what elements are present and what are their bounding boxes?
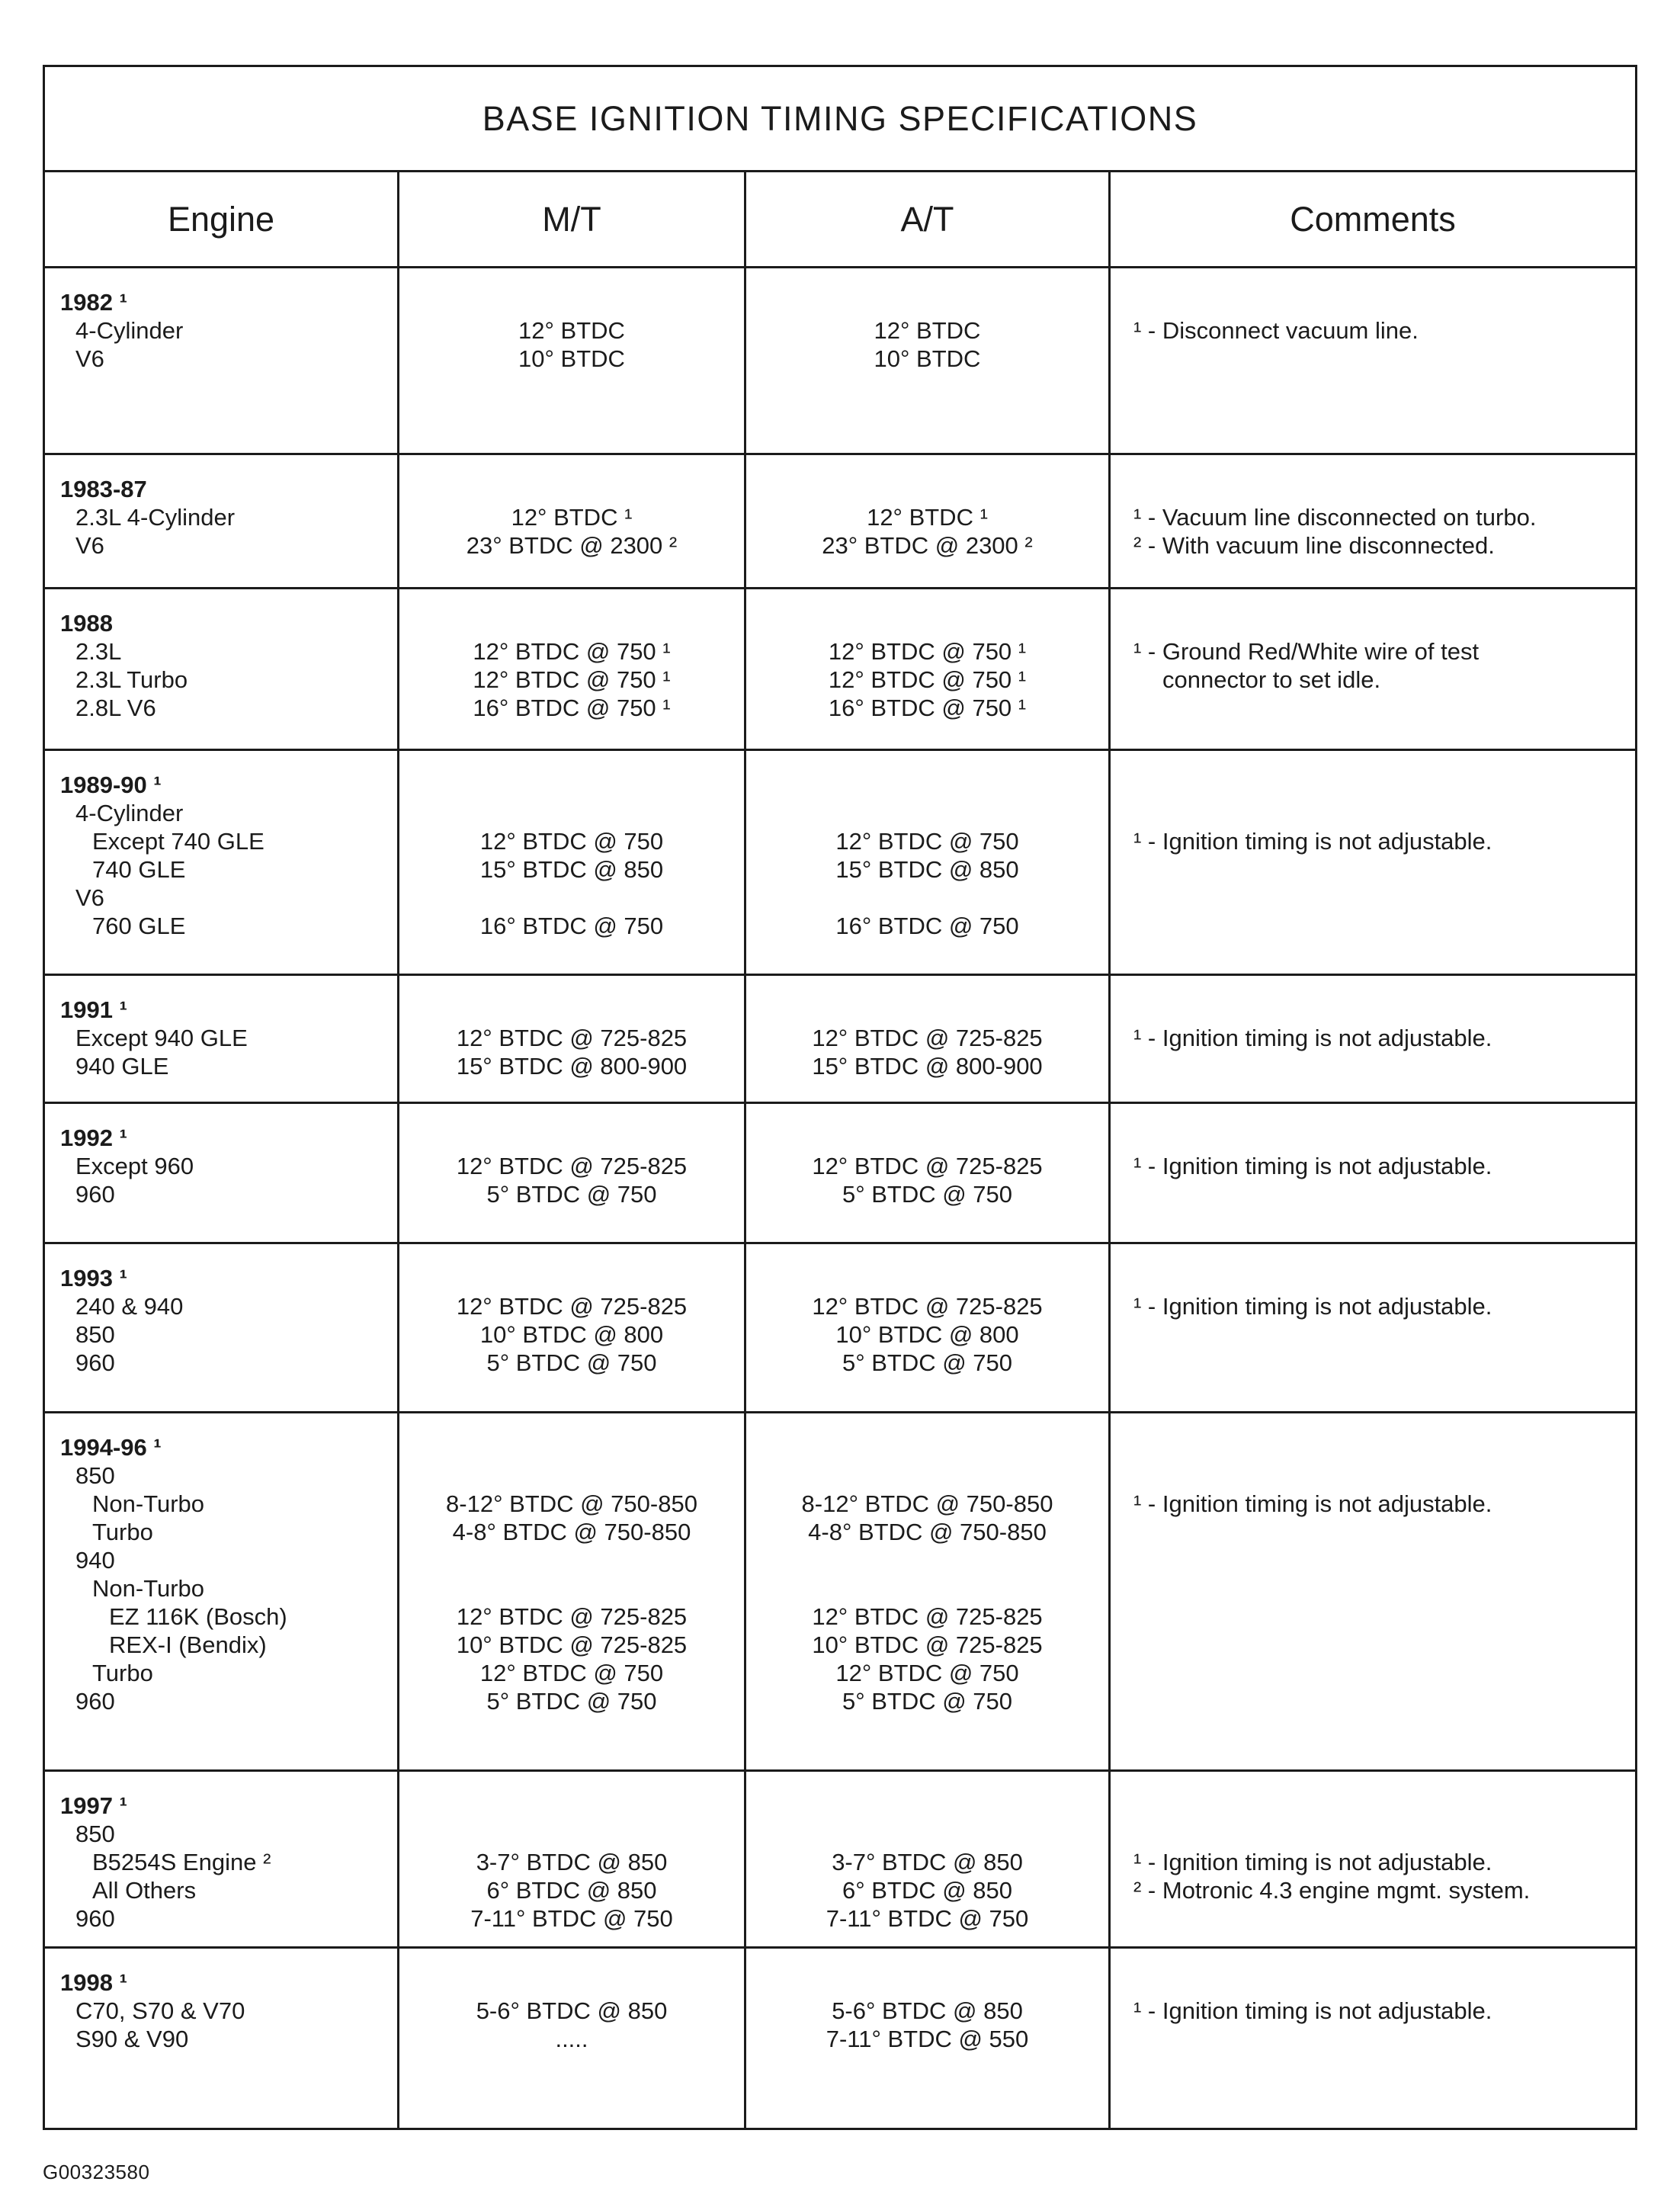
mt-value: 3-7° BTDC @ 850 [476,1849,668,1875]
mt-value: 12° BTDC @ 750 ¹ [473,638,671,665]
at-value [746,1792,1108,1820]
mt-value [399,1433,744,1461]
at-value: 7-11° BTDC @ 750 [826,1905,1029,1932]
engine-year-label: 1991 ¹ [60,996,127,1023]
mt-value [399,288,744,316]
mt-cell [399,1104,746,1242]
engine-cell [45,976,399,1102]
mt-value [399,1546,744,1574]
at-value: 23° BTDC @ 2300 ² [822,532,1033,559]
comments-cell [1111,976,1635,1102]
comments-cell [1111,268,1635,453]
engine-year-label: 1983-87 [60,476,147,502]
mt-value: 15° BTDC @ 800-900 [456,1053,688,1080]
at-value: 12° BTDC @ 725-825 [812,1025,1043,1051]
at-value: 15° BTDC @ 800-900 [812,1053,1043,1080]
at-value: 8-12° BTDC @ 750-850 [801,1490,1053,1517]
engine-line: Non-Turbo [92,1575,205,1602]
table-row-1994-96 [45,1413,1635,1772]
engine-line: 240 & 940 [75,1293,184,1320]
column-header-engine: Engine [45,172,399,266]
comment-spacer [1133,1461,1629,1490]
at-value: 3-7° BTDC @ 850 [832,1849,1023,1875]
engine-line: REX-I (Bendix) [109,1631,267,1658]
engine-year-label: 1989-90 ¹ [60,772,162,798]
mt-cell [399,751,746,974]
comment-line: ¹ - Ignition timing is not adjustable. [1133,1025,1492,1051]
column-header-mt: M/T [399,172,746,266]
at-value [746,1546,1108,1574]
mt-value: 12° BTDC @ 725-825 [456,1025,688,1051]
mt-cell [399,1413,746,1769]
mt-cell [399,1244,746,1411]
at-cell [746,455,1111,587]
at-value: 12° BTDC [874,317,981,344]
comments-cell [1111,1413,1635,1769]
at-value: 10° BTDC [874,345,981,372]
comment-spacer [1133,1968,1629,1997]
comments-cell [1111,589,1635,749]
comment-line: ¹ - Ignition timing is not adjustable. [1133,1997,1492,2024]
engine-line: V6 [75,532,104,559]
engine-line: 2.8L V6 [75,695,156,721]
table-body [45,268,1635,2128]
at-value [746,771,1108,799]
engine-line: 850 [75,1321,115,1348]
mt-value: 12° BTDC @ 750 ¹ [473,666,671,693]
column-header-comments: Comments [1290,199,1456,239]
engine-year-label: 1993 ¹ [60,1265,127,1291]
mt-value: 12° BTDC [518,317,625,344]
at-cell [746,1949,1111,2128]
at-value [746,996,1108,1024]
table-header-row [45,172,1635,268]
engine-cell [45,455,399,587]
mt-value: ..... [555,2026,588,2052]
engine-line: V6 [75,345,104,372]
at-value: 16° BTDC @ 750 [835,913,1019,939]
mt-value [399,1820,744,1848]
table-row-1983-87 [45,455,1635,589]
mt-value [399,609,744,637]
engine-line: 4-Cylinder [75,800,184,826]
engine-line: 4-Cylinder [75,317,184,344]
engine-line: Turbo [92,1660,153,1686]
comment-line: ¹ - Ignition timing is not adjustable. [1133,1293,1492,1320]
engine-line: EZ 116K (Bosch) [109,1603,287,1630]
comment-spacer [1133,799,1629,827]
mt-value: 5° BTDC @ 750 [486,1181,657,1208]
engine-line: 850 [75,1821,115,1847]
spec-table [43,65,1637,2130]
engine-line: B5254S Engine ² [92,1849,271,1875]
mt-value: 5-6° BTDC @ 850 [476,1997,668,2024]
at-value [746,475,1108,503]
table-row-1997 [45,1772,1635,1949]
at-value [746,1968,1108,1997]
engine-year-label: 1988 [60,610,113,637]
engine-line: 850 [75,1462,115,1489]
mt-value: 10° BTDC @ 800 [479,1321,664,1348]
at-value: 12° BTDC @ 725-825 [812,1153,1043,1179]
mt-value: 12° BTDC ¹ [511,504,633,531]
engine-line: 2.3L Turbo [75,666,188,693]
mt-value: 12° BTDC @ 725-825 [456,1603,688,1630]
engine-line: 960 [75,1905,115,1932]
engine-cell [45,751,399,974]
mt-value: 5° BTDC @ 750 [486,1688,657,1715]
comments-cell [1111,1949,1635,2128]
at-value: 15° BTDC @ 850 [835,856,1019,883]
at-value: 10° BTDC @ 800 [835,1321,1019,1348]
engine-line: Except 940 GLE [75,1025,248,1051]
table-row-1992 [45,1104,1635,1244]
table-row-1998 [45,1949,1635,2128]
engine-line: 940 [75,1547,115,1574]
at-value [746,1124,1108,1152]
engine-line: 760 GLE [92,913,186,939]
at-value: 10° BTDC @ 725-825 [812,1631,1043,1658]
comments-cell [1111,751,1635,974]
engine-line: Except 960 [75,1153,194,1179]
comment-spacer [1133,1792,1629,1820]
engine-line: 960 [75,1181,115,1208]
at-value [746,1461,1108,1490]
at-cell [746,589,1111,749]
engine-year-label: 1994-96 ¹ [60,1434,162,1461]
mt-value [399,475,744,503]
comment-spacer [1133,609,1629,637]
at-value: 12° BTDC @ 750 ¹ [828,638,1027,665]
figure-id: G00323580 [43,2161,150,2183]
mt-value [399,1264,744,1292]
engine-line: Non-Turbo [92,1490,205,1517]
at-value: 7-11° BTDC @ 550 [826,2026,1029,2052]
comment-line: ¹ - Vacuum line disconnected on turbo. [1133,504,1537,531]
mt-value: 12° BTDC @ 725-825 [456,1153,688,1179]
column-header-at: A/T [746,172,1111,266]
at-value [746,288,1108,316]
engine-line: S90 & V90 [75,2026,189,2052]
engine-cell [45,589,399,749]
at-value: 12° BTDC @ 750 [835,828,1019,855]
engine-cell [45,1949,399,2128]
at-value [746,1264,1108,1292]
engine-year-label: 1997 ¹ [60,1792,127,1819]
at-value [746,799,1108,827]
at-value [746,1820,1108,1848]
at-cell [746,1104,1111,1242]
at-cell [746,1413,1111,1769]
mt-value: 15° BTDC @ 850 [479,856,664,883]
at-value: 6° BTDC @ 850 [842,1877,1013,1904]
comment-spacer [1133,1820,1629,1848]
mt-value [399,1968,744,1997]
at-value: 12° BTDC @ 725-825 [812,1603,1043,1630]
at-value [746,609,1108,637]
mt-value: 16° BTDC @ 750 [479,913,664,939]
mt-value: 23° BTDC @ 2300 ² [466,532,678,559]
comment-line: ¹ - Ignition timing is not adjustable. [1133,1153,1492,1179]
mt-value [399,1461,744,1490]
at-cell [746,751,1111,974]
engine-line: 940 GLE [75,1053,169,1080]
at-value: 16° BTDC @ 750 ¹ [828,695,1027,721]
comments-cell [1111,1104,1635,1242]
mt-value [399,996,744,1024]
at-value: 12° BTDC @ 750 [835,1660,1019,1686]
mt-value: 10° BTDC [518,345,625,372]
comment-spacer [1133,996,1629,1024]
comment-spacer [1133,288,1629,316]
mt-cell [399,976,746,1102]
mt-value [399,884,744,912]
mt-value: 6° BTDC @ 850 [486,1877,657,1904]
engine-line: All Others [92,1877,197,1904]
engine-line: 740 GLE [92,856,186,883]
at-value [746,1433,1108,1461]
page-title: BASE IGNITION TIMING SPECIFICATIONS [482,98,1198,138]
table-row-1982 [45,268,1635,455]
comment-spacer [1133,475,1629,503]
mt-value: 8-12° BTDC @ 750-850 [446,1490,697,1517]
engine-line: Except 740 GLE [92,828,265,855]
mt-value: 12° BTDC @ 725-825 [456,1293,688,1320]
engine-cell [45,1244,399,1411]
comments-cell [1111,1772,1635,1946]
engine-cell [45,268,399,453]
at-value: 5° BTDC @ 750 [842,1349,1013,1376]
engine-line: Turbo [92,1519,153,1545]
table-row-1991 [45,976,1635,1104]
at-value [746,884,1108,912]
at-value: 12° BTDC @ 750 ¹ [828,666,1027,693]
engine-cell [45,1413,399,1769]
at-value: 12° BTDC @ 725-825 [812,1293,1043,1320]
at-cell [746,976,1111,1102]
engine-cell [45,1772,399,1946]
table-row-1993 [45,1244,1635,1413]
mt-value: 12° BTDC @ 750 [479,828,664,855]
comment-spacer [1133,1124,1629,1152]
mt-cell [399,1949,746,2128]
mt-cell [399,455,746,587]
comments-cell [1111,455,1635,587]
at-value: 5-6° BTDC @ 850 [832,1997,1023,2024]
engine-line: 2.3L 4-Cylinder [75,504,236,531]
comment-line: connector to set idle. [1162,666,1381,693]
mt-cell [399,1772,746,1946]
comment-line: ¹ - Disconnect vacuum line. [1133,317,1419,344]
mt-value [399,1792,744,1820]
engine-line: 2.3L [75,638,122,665]
engine-line: 960 [75,1349,115,1376]
engine-line: V6 [75,884,104,911]
table-title-row [45,67,1635,172]
comment-line: ² - Motronic 4.3 engine mgmt. system. [1133,1877,1531,1904]
mt-value: 4-8° BTDC @ 750-850 [452,1519,691,1545]
mt-cell [399,589,746,749]
comment-spacer [1133,1433,1629,1461]
engine-line: C70, S70 & V70 [75,1997,245,2024]
comment-line: ¹ - Ground Red/White wire of test [1133,638,1480,665]
comment-spacer [1133,771,1629,799]
engine-year-label: 1998 ¹ [60,1969,127,1996]
table-row-1989-90 [45,751,1635,976]
comments-cell [1111,1244,1635,1411]
mt-value: 7-11° BTDC @ 750 [470,1905,673,1932]
mt-value: 5° BTDC @ 750 [486,1349,657,1376]
comment-line: ¹ - Ignition timing is not adjustable. [1133,1490,1492,1517]
at-value: 5° BTDC @ 750 [842,1688,1013,1715]
mt-cell [399,268,746,453]
table-row-1988 [45,589,1635,751]
mt-value [399,771,744,799]
at-value [746,1574,1108,1603]
comment-line: ¹ - Ignition timing is not adjustable. [1133,1849,1492,1875]
at-cell [746,1244,1111,1411]
comment-line: ² - With vacuum line disconnected. [1133,532,1495,559]
mt-value [399,799,744,827]
at-cell [746,1772,1111,1946]
engine-cell [45,1104,399,1242]
at-value: 12° BTDC ¹ [867,504,988,531]
engine-year-label: 1982 ¹ [60,289,127,316]
comment-line: ¹ - Ignition timing is not adjustable. [1133,828,1492,855]
engine-year-label: 1992 ¹ [60,1124,127,1151]
mt-value: 10° BTDC @ 725-825 [456,1631,688,1658]
mt-value [399,1574,744,1603]
at-value: 4-8° BTDC @ 750-850 [808,1519,1047,1545]
engine-line: 960 [75,1688,115,1715]
mt-value [399,1124,744,1152]
at-cell [746,268,1111,453]
comment-spacer [1133,1264,1629,1292]
mt-value: 12° BTDC @ 750 [479,1660,664,1686]
mt-value: 16° BTDC @ 750 ¹ [473,695,671,721]
at-value: 5° BTDC @ 750 [842,1181,1013,1208]
